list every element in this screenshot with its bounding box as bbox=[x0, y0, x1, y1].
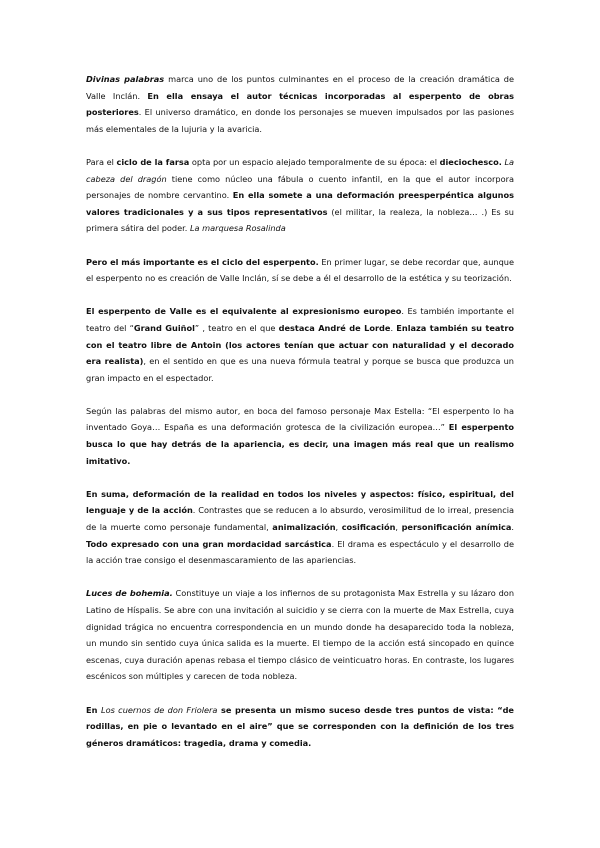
text-run: ciclo de la farsa bbox=[116, 156, 190, 167]
text-run: Para el bbox=[86, 156, 117, 167]
text-run: . El universo dramático, en donde los personajes se mueven impulsados por las pasiones más elementales de la lujuria y la avaricia. bbox=[86, 107, 514, 134]
paragraph bbox=[86, 71, 514, 137]
text-run: tiene como núcleo una fábula o cuento infantil, en la que el autor incorpora personajes de nombre cervantino. bbox=[86, 173, 514, 201]
text-run: . Contrastes que se reducen a lo absurdo, verosimilitud de lo irreal, presencia de la muerte como personaje fundamental, bbox=[86, 505, 514, 533]
text-run: Los cuernos de don Friolera bbox=[101, 704, 218, 715]
paragraph bbox=[86, 154, 514, 237]
text-run: destaca André de Lorde bbox=[278, 322, 391, 333]
text-run: Enlaza también su teatro con el teatro libre de Antoin (los actores tenían que actuar con naturalidad y el decorado era realista) bbox=[86, 322, 514, 367]
text-run: (el militar, la realeza, la nobleza… .) Es su primera sátira del poder. bbox=[86, 206, 514, 234]
text-run: se presenta un mismo suceso desde tres puntos de vista: “de rodillas, en pie o levantado en el aire” que se corresponden con la definición de los tres géneros dramáticos: tragedia, drama y comedia. bbox=[86, 704, 514, 748]
text-run: En ella ensaya el autor técnicas incorporadas al esperpento de obras posteriores bbox=[86, 90, 514, 118]
text-run: Constituye un viaje a los infiernos de su protagonista Max Estrella y su lázaro don Latino de Híspalis. Se abre con una invitación al suicidio y se cierra con la muerte de Max Estrella, cuya dignidad trágica no encuentra correspondencia en un mundo donde ha desaparecido toda la nobleza, un mundo sin sentido cuya única salida es la muerte. El tiempo de la acción está sincopado en quince escenas, cuya duración apenas rebasa el tiempo clásico de veinticuatro horas. En contraste, los lugares escénicos son múltiples y carecen de toda nobleza. bbox=[86, 588, 515, 682]
text-run: En ella somete a una deformación preesperpéntica algunos valores tradicionales y a sus tipos representativos bbox=[86, 190, 514, 217]
text-run: . El drama es espectáculo y el desarrollo de la acción trae consigo el desenmascaramiento de las apariencias. bbox=[86, 538, 514, 566]
document-body bbox=[86, 71, 514, 768]
text-run: La marquesa Rosalinda bbox=[189, 223, 286, 234]
text-run: . bbox=[390, 322, 397, 333]
text-run: cosificación bbox=[341, 522, 396, 533]
text-run: Divinas palabras bbox=[86, 74, 165, 84]
paragraph bbox=[86, 486, 514, 569]
text-run: Según las palabras del mismo autor, en boca del famoso personaje Max Estella: “El esperpento lo ha inventado Goya… España es una deformación grotesca de la civilización europea…” bbox=[86, 405, 514, 433]
text-run: En primer lugar, se debe recordar que, aunque el esperpento no es creación de Valle Inclán, sí se debe a él el desarrollo de la estética y su teorización. bbox=[86, 256, 515, 284]
text-run: El esperpento de Valle es el equivalente al expresionismo europeo bbox=[86, 306, 402, 317]
text-run: Grand Guiñol bbox=[133, 322, 195, 333]
text-run: animalización bbox=[272, 522, 336, 533]
text-run: Pero el más importante es el ciclo del esperpento. bbox=[86, 256, 319, 267]
paragraph bbox=[86, 702, 514, 752]
text-run: marca uno de los puntos culminantes en el proceso de la creación dramática de Valle Inclán. bbox=[86, 74, 514, 101]
text-run: Luces de bohemia. bbox=[86, 588, 173, 599]
text-run: personificación anímica bbox=[401, 522, 512, 533]
text-run: ” , teatro en el que bbox=[194, 322, 279, 333]
paragraph bbox=[86, 403, 514, 469]
text-run: , en el sentido en que es una nueva fórmula teatral y porque se busca que produzca un gran impacto en el espectador. bbox=[86, 356, 514, 383]
paragraph bbox=[86, 254, 514, 287]
text-run: En bbox=[86, 704, 102, 715]
text-run: , bbox=[395, 522, 402, 533]
text-run: , bbox=[335, 522, 342, 533]
text-run: dieciochesco. bbox=[439, 156, 502, 167]
paragraph bbox=[86, 303, 514, 386]
text-run: El esperpento busca lo que hay detrás de la apariencia, es decir, una imagen más real que un realismo imitativo. bbox=[86, 422, 514, 466]
text-run: . Es también importante el teatro del “ bbox=[86, 306, 514, 333]
text-run: La cabeza del dragón bbox=[86, 156, 515, 184]
text-run: opta por un espacio alejado temporalmente de su época: el bbox=[189, 156, 440, 167]
text-run: En suma, deformación de la realidad en todos los niveles y aspectos: físico, espiritual, del lenguaje y de la acción bbox=[86, 488, 514, 516]
text-run: Todo expresado con una gran mordacidad sarcástica bbox=[86, 538, 332, 549]
text-run: . bbox=[511, 522, 514, 533]
paragraph bbox=[86, 585, 514, 685]
